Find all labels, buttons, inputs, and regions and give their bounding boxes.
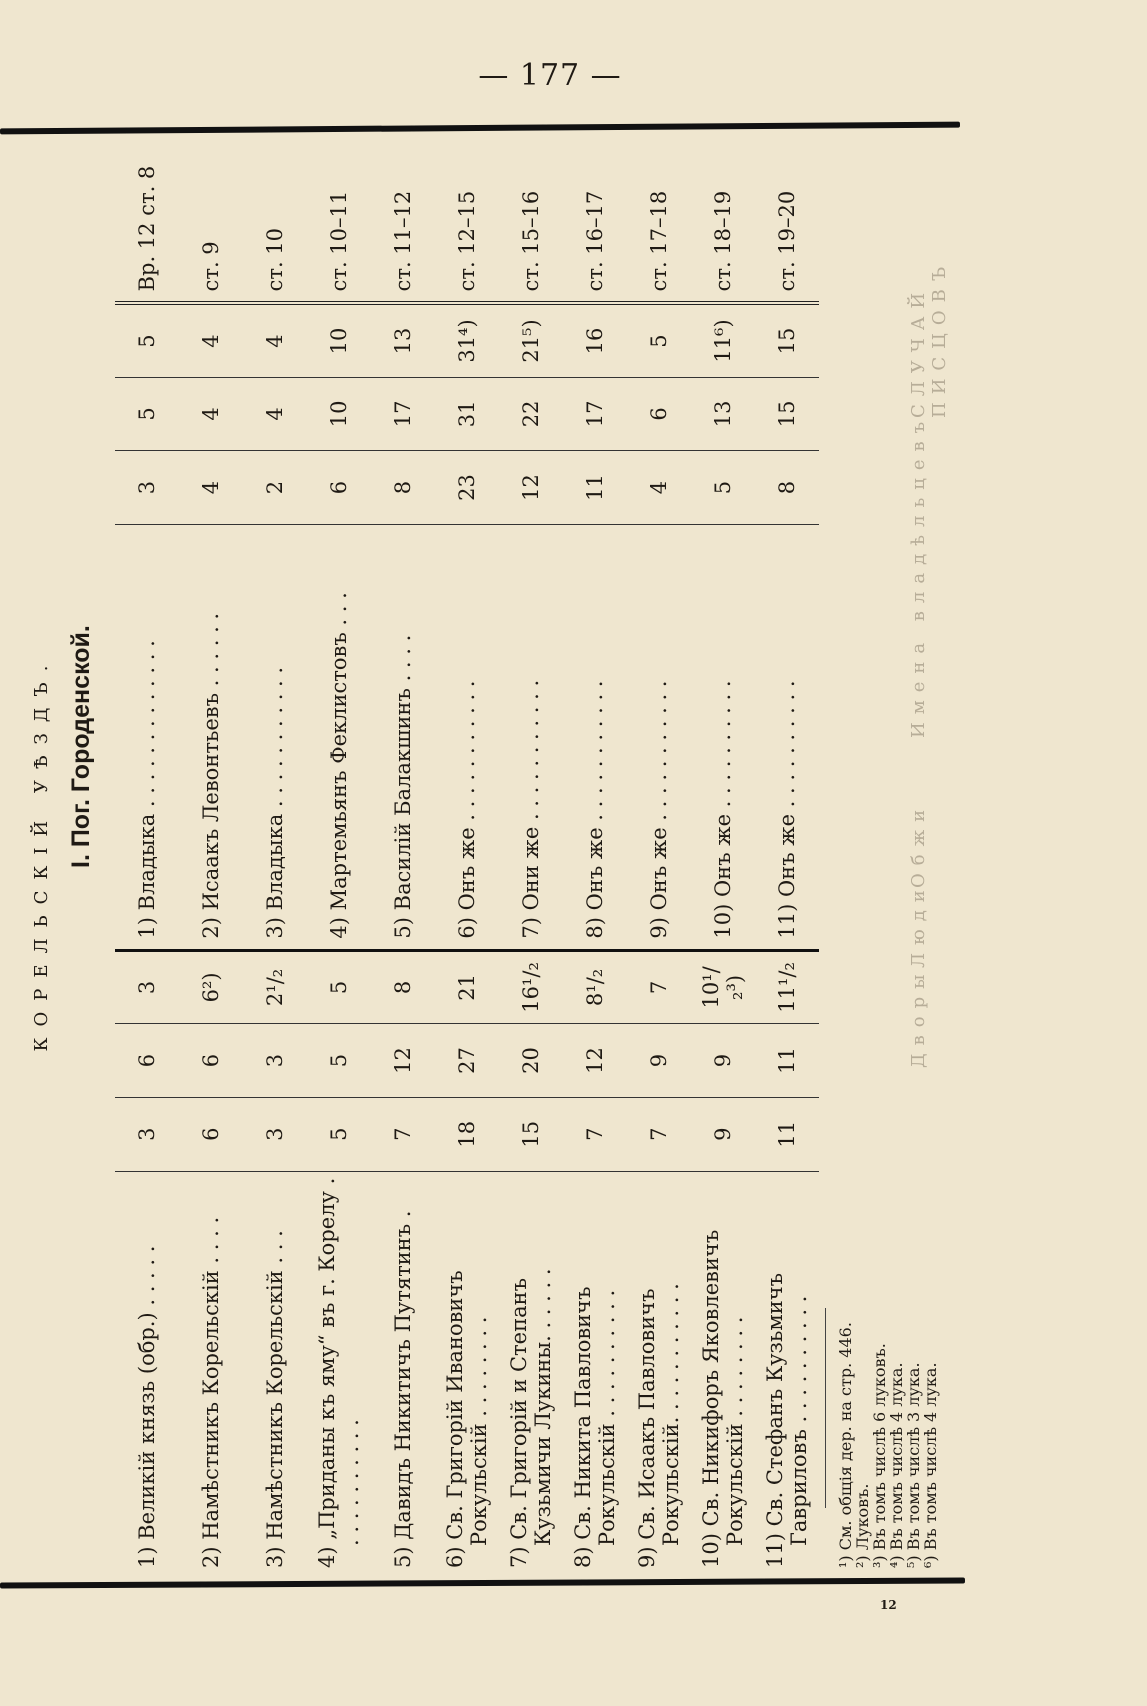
later-holder-name: 2) Исаакъ Левонтьевъ . . . . . . bbox=[179, 524, 243, 950]
later-holder-name: 9) Онъ же . . . . . . . . . . . bbox=[627, 524, 691, 950]
footnote: ⁵) Въ томъ числѣ 3 лука. bbox=[904, 1362, 923, 1568]
obzha-cell: 8 bbox=[371, 950, 435, 1024]
later-people-cell: 22 bbox=[499, 377, 563, 451]
households-cell: 7 bbox=[371, 1097, 435, 1171]
obzha-cell: 5 bbox=[307, 950, 371, 1024]
later-households-cell: 3 bbox=[115, 451, 179, 525]
later-obzha-cell: 13 bbox=[371, 303, 435, 377]
source-reference: ст. 11–12 bbox=[371, 138, 435, 303]
table-row bbox=[435, 138, 499, 1568]
holder-name: 6) Св. Григорій Ивановичъ Рокульскій . . . . . . . . bbox=[442, 1270, 491, 1568]
people-cell: 12 bbox=[563, 1024, 627, 1098]
people-cell: 9 bbox=[627, 1024, 691, 1098]
households-cell: 6 bbox=[179, 1097, 243, 1171]
people-cell: 12 bbox=[371, 1024, 435, 1098]
holder-name: 5) Давидъ Никитичъ Путятинъ . bbox=[390, 1210, 415, 1568]
people-cell: 6 bbox=[179, 1024, 243, 1098]
obzha-cell: 10¹/₂³) bbox=[691, 950, 755, 1024]
holder-name-text: „Приданы къ яму“ въ г. Корелу . . . . . . . . . . . bbox=[314, 1177, 363, 1546]
obzha-cell: 8¹/₂ bbox=[563, 950, 627, 1024]
households-cell: 7 bbox=[627, 1097, 691, 1171]
later-obzha-cell: 10 bbox=[307, 303, 371, 377]
source-reference: ст. 17–18 bbox=[627, 138, 691, 303]
source-reference: ст. 15–16 bbox=[499, 138, 563, 303]
faint-label: Имена владѣльцевъ bbox=[908, 413, 929, 738]
later-holder-name: 8) Онъ же . . . . . . . . . . . bbox=[563, 524, 627, 950]
table-row bbox=[563, 138, 627, 1568]
faint-label: СЛУЧАЙ ПИСЦОВЪ bbox=[908, 258, 950, 418]
source-reference: ст. 10 bbox=[243, 138, 307, 303]
section-title: I. Пог. Городенской. bbox=[67, 625, 95, 868]
later-people-cell: 5 bbox=[115, 377, 179, 451]
table-row bbox=[755, 138, 819, 1568]
signature-mark: 12 bbox=[880, 1598, 897, 1612]
table-row bbox=[627, 138, 691, 1568]
holder-name-text: Св. Исаакъ Павловичъ Рокульскій. . . . . . . . . . . bbox=[634, 1283, 683, 1546]
later-people-cell: 31 bbox=[435, 377, 499, 451]
households-cell: 3 bbox=[243, 1097, 307, 1171]
source-reference: ст. 19–20 bbox=[755, 138, 819, 303]
later-people-cell: 15 bbox=[755, 377, 819, 451]
footnote: ²) Луковъ. bbox=[853, 1483, 872, 1568]
later-holder-name: 7) Они же . . . . . . . . . . . bbox=[499, 524, 563, 950]
obzha-cell: 6²) bbox=[179, 950, 243, 1024]
holdings-table bbox=[115, 138, 819, 1568]
later-households-cell: 4 bbox=[627, 451, 691, 525]
footnote: ⁶) Въ томъ числѣ 4 лука. bbox=[921, 1362, 940, 1568]
bleed-through-labels bbox=[887, 138, 950, 1568]
later-obzha-cell: 5 bbox=[115, 303, 179, 377]
later-households-cell: 8 bbox=[755, 451, 819, 525]
households-cell: 3 bbox=[115, 1097, 179, 1171]
holder-name: 10) Св. Никифоръ Яковлевичъ Рокульскій . . . . . . . . bbox=[698, 1229, 747, 1568]
holder-name: 11) Св. Стефанъ Кузьмичъ Гавриловъ . . . . . . . . . . bbox=[762, 1272, 811, 1568]
people-cell: 3 bbox=[243, 1024, 307, 1098]
later-households-cell: 4 bbox=[179, 451, 243, 525]
page-number: — 177 — bbox=[478, 58, 622, 93]
holder-name: 1) Великій князь (обр.) . . . . . bbox=[134, 1245, 159, 1568]
source-reference: ст. 9 bbox=[179, 138, 243, 303]
source-reference: ст. 18–19 bbox=[691, 138, 755, 303]
footnote: ³) Въ томъ числѣ 6 луковъ. bbox=[870, 1343, 889, 1568]
households-cell: 15 bbox=[499, 1097, 563, 1171]
holder-name-text: Великій князь (обр.) . . . . . bbox=[134, 1245, 159, 1540]
holder-name-text: Давидъ Никитичъ Путятинъ . bbox=[390, 1210, 415, 1540]
faint-label: Обжи bbox=[908, 801, 929, 888]
footnote: ¹) См. общія дер. на стр. 446. bbox=[836, 1322, 855, 1568]
holder-name-text: Св. Стефанъ Кузьмичъ Гавриловъ . . . . . . . . . . bbox=[762, 1272, 811, 1546]
table-row bbox=[499, 138, 563, 1568]
people-cell: 20 bbox=[499, 1024, 563, 1098]
later-people-cell: 17 bbox=[371, 377, 435, 451]
later-holder-name: 5) Василій Балакшинъ . . . . bbox=[371, 524, 435, 950]
people-cell: 6 bbox=[115, 1024, 179, 1098]
footnote-divider bbox=[825, 1308, 826, 1508]
holder-name: 7) Св. Григорій и Степанъ Кузьмичи Лукины. . . . . . bbox=[506, 1268, 555, 1568]
later-holder-name: 10) Онъ же . . . . . . . . . . bbox=[691, 524, 755, 950]
holder-name: 8) Св. Никита Павловичъ Рокульскій . . . . . . . . . . bbox=[570, 1286, 619, 1568]
later-people-cell: 13 bbox=[691, 377, 755, 451]
people-cell: 5 bbox=[307, 1024, 371, 1098]
people-cell: 11 bbox=[755, 1024, 819, 1098]
obzha-cell: 2¹/₂ bbox=[243, 950, 307, 1024]
later-households-cell: 12 bbox=[499, 451, 563, 525]
later-holder-name: 3) Владыка . . . . . . . . . . . bbox=[243, 524, 307, 950]
later-obzha-cell: 5 bbox=[627, 303, 691, 377]
later-households-cell: 5 bbox=[691, 451, 755, 525]
later-obzha-cell: 16 bbox=[563, 303, 627, 377]
later-people-cell: 17 bbox=[563, 377, 627, 451]
obzha-cell: 21 bbox=[435, 950, 499, 1024]
source-reference: ст. 16–17 bbox=[563, 138, 627, 303]
later-holder-name: 6) Онъ же . . . . . . . . . . . bbox=[435, 524, 499, 950]
households-cell: 7 bbox=[563, 1097, 627, 1171]
households-cell: 9 bbox=[691, 1097, 755, 1171]
later-households-cell: 11 bbox=[563, 451, 627, 525]
footnote: ⁴) Въ томъ числѣ 4 лука. bbox=[887, 1362, 906, 1568]
later-obzha-cell: 4 bbox=[179, 303, 243, 377]
obzha-cell: 3 bbox=[115, 950, 179, 1024]
households-cell: 18 bbox=[435, 1097, 499, 1171]
later-people-cell: 10 bbox=[307, 377, 371, 451]
later-households-cell: 23 bbox=[435, 451, 499, 525]
table-row bbox=[243, 138, 307, 1568]
later-holder-name: 1) Владыка . . . . . . . . . . . . . bbox=[115, 524, 179, 950]
source-reference: ст. 10–11 bbox=[307, 138, 371, 303]
source-reference: Вр. 12 ст. 8 bbox=[115, 138, 179, 303]
holder-name: 2) Намѣстникъ Корельскій . . . . bbox=[198, 1216, 223, 1568]
later-people-cell: 6 bbox=[627, 377, 691, 451]
people-cell: 9 bbox=[691, 1024, 755, 1098]
rotated-table-block bbox=[25, 138, 965, 1568]
later-households-cell: 6 bbox=[307, 451, 371, 525]
holder-name: 3) Намѣстникъ Корельскій . . . bbox=[262, 1230, 287, 1568]
faint-label: Дворы bbox=[908, 966, 929, 1068]
faint-label: Люди bbox=[908, 882, 929, 968]
obzha-cell: 16¹/₂ bbox=[499, 950, 563, 1024]
holder-name-text: Намѣстникъ Корельскій . . . . bbox=[198, 1216, 223, 1540]
holder-name-text: Св. Григорій Ивановичъ Рокульскій . . . . . . . . bbox=[442, 1270, 491, 1546]
obzha-cell: 7 bbox=[627, 950, 691, 1024]
table-row bbox=[307, 138, 371, 1568]
running-head: КОРЕЛЬСКІЙ УѢЗДЪ. bbox=[31, 654, 52, 1052]
holder-name-text: Св. Никифоръ Яковлевичъ Рокульскій . . . . . . . . bbox=[698, 1229, 747, 1546]
later-obzha-cell: 21⁵) bbox=[499, 303, 563, 377]
households-cell: 5 bbox=[307, 1097, 371, 1171]
source-reference: ст. 12–15 bbox=[435, 138, 499, 303]
bottom-rule bbox=[0, 1577, 965, 1588]
later-obzha-cell: 4 bbox=[243, 303, 307, 377]
holder-name: 4) „Приданы къ яму“ въ г. Корелу . . . . . . . . . . . bbox=[314, 1177, 363, 1568]
households-cell: 11 bbox=[755, 1097, 819, 1171]
table-row bbox=[115, 138, 179, 1568]
holder-name-text: Намѣстникъ Корельскій . . . bbox=[262, 1230, 287, 1540]
later-households-cell: 8 bbox=[371, 451, 435, 525]
holder-name-text: Св. Григорій и Степанъ Кузьмичи Лукины. . . . . . bbox=[506, 1268, 555, 1546]
table-row bbox=[179, 138, 243, 1568]
holder-name: 9) Св. Исаакъ Павловичъ Рокульскій. . . . . . . . . . . bbox=[634, 1283, 683, 1568]
table-row bbox=[691, 138, 755, 1568]
later-obzha-cell: 11⁶) bbox=[691, 303, 755, 377]
later-obzha-cell: 31⁴) bbox=[435, 303, 499, 377]
later-households-cell: 2 bbox=[243, 451, 307, 525]
later-people-cell: 4 bbox=[243, 377, 307, 451]
later-holder-name: 11) Онъ же . . . . . . . . . . bbox=[755, 524, 819, 950]
obzha-cell: 11¹/₂ bbox=[755, 950, 819, 1024]
top-rule bbox=[0, 122, 960, 135]
later-people-cell: 4 bbox=[179, 377, 243, 451]
later-holder-name: 4) Мартемьянъ Феклистовъ . . . bbox=[307, 524, 371, 950]
holder-name-text: Св. Никита Павловичъ Рокульскій . . . . . . . . . . bbox=[570, 1286, 619, 1546]
later-obzha-cell: 15 bbox=[755, 303, 819, 377]
people-cell: 27 bbox=[435, 1024, 499, 1098]
table-row bbox=[371, 138, 435, 1568]
